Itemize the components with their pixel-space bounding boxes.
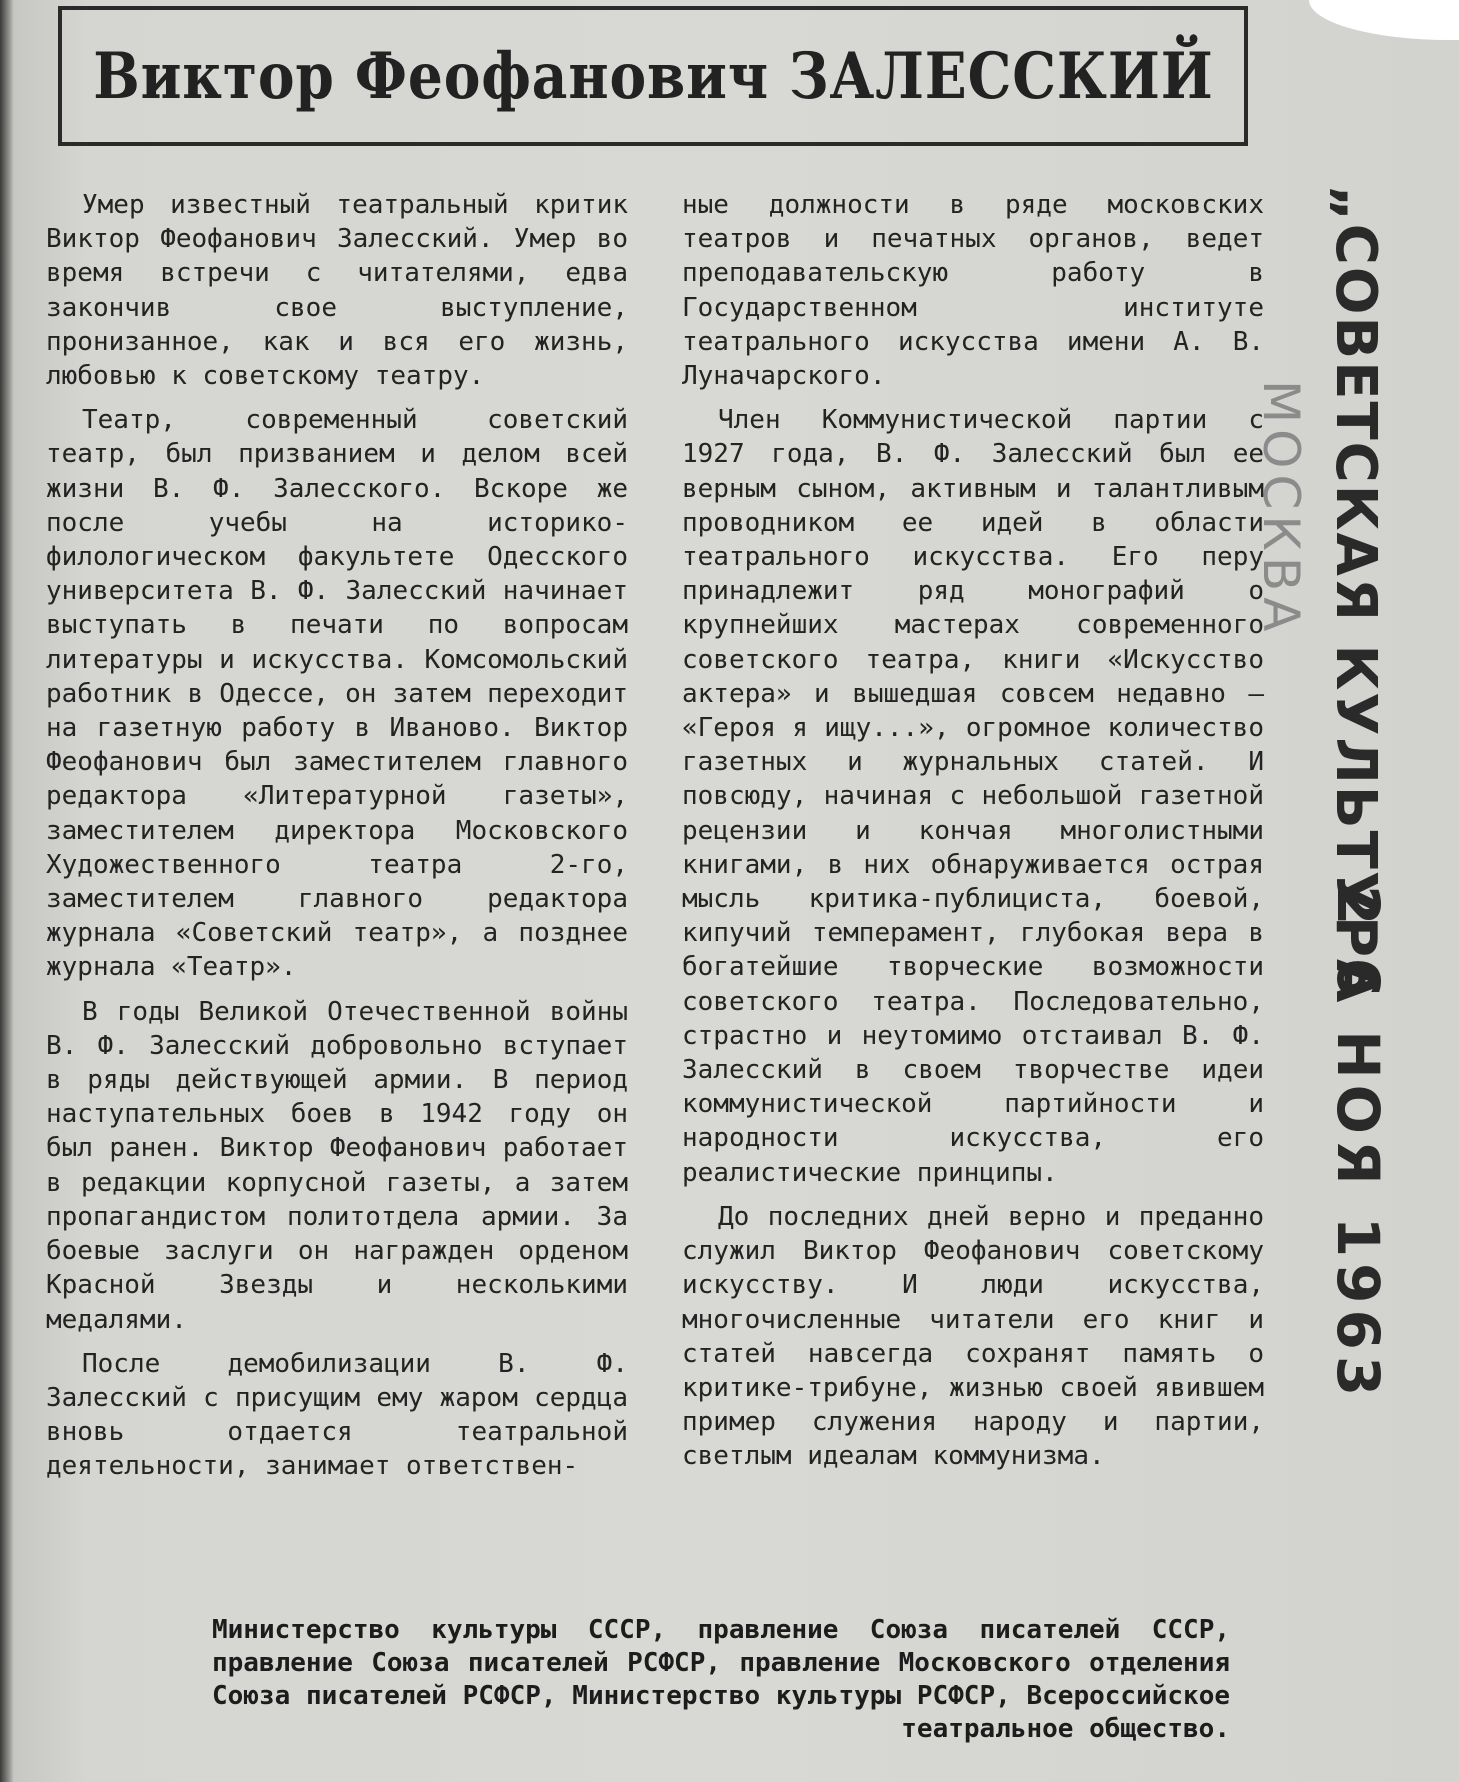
paragraph-continuation: ные должности в ряде московских театров и печатных органов, ведет преподавательскую работу в Государственном институте театрального искусства имени А. В. Луначарского. <box>682 190 1264 392</box>
article-column-right <box>682 188 1264 1484</box>
article-column-left <box>46 188 628 1494</box>
paragraph: До последних дней верно и преданно служил Виктор Феофанович советскому искусству. И люди искусства, многочисленные читатели его книг и статей навсегда сохранят память о критике-трибуне, жизнью своей явившем пример служения народу и партии, светлым идеалам коммунизма. <box>682 1201 1264 1472</box>
stamp-city: МОСКВА <box>1252 380 1310 638</box>
stamp-newspaper-name: „СОВЕТСКАЯ КУЛЬТУРА <box>1323 185 1388 1005</box>
paragraph: В годы Великой Отечественной войны В. Ф. Залесский добровольно вступает в ряды действующей армии. В период наступательных боев в 1942 году он был ранен. Виктор Феофанович работает в редакции корпусной газеты, а затем пропагандистом политотдела армии. За боевые заслуги он награжден орденом Красной Звезды и несколькими медалями. <box>46 996 628 1335</box>
paragraph: Театр, современный советский театр, был призванием и делом всей жизни В. Ф. Залесского. Вскоре же после учебы на историко-филологическом факультете Одесского университета В. Ф. Залесский начинает выступать в печати по вопросам литературы и искусства. Комсомольский работник в Одессе, он затем переходит на газетную работу в Иваново. Виктор Феофанович был заместителем главного редактора «Литературной газеты», заместителем директора Московского Художественного театра 2-го, заместителем главного редактора журнала «Советский театр», а позднее журнала «Театр». <box>46 405 628 983</box>
headline: Виктор Феофанович ЗАЛЕССКИЙ <box>92 38 1214 114</box>
signatories: Министерство культуры СССР, правление Союза писателей СССР, правление Союза писателей РСФСР, правление Московского отделения Союза писателей РСФСР, Министерство культуры РСФСР, Всероссийское театральное общество. <box>212 1615 1230 1744</box>
paragraph: Умер известный театральный критик Виктор Феофанович Залесский. Умер во время встречи с читателями, едва закончив свое выступление, пронизанное, как и вся его жизнь, любовью к советскому театру. <box>46 190 628 392</box>
stamp-date: 2 6 НОЯ 1963 <box>1324 885 1392 1403</box>
headline-frame <box>58 6 1248 146</box>
paragraph: После демобилизации В. Ф. Залесский с присущим ему жаром сердца вновь отдается театральной деятельности, занимает ответствен- <box>46 1348 628 1482</box>
clipping-edge-shadow <box>0 0 14 1782</box>
paragraph: Член Коммунистической партии с 1927 года, В. Ф. Залесский был ее верным сыном, активным и талантливым проводником ее идей в области театрального искусства. Его перу принадлежит ряд монографий о крупнейших мастерах современного советского театра, книги «Искусство актера» и вышедшая совсем недавно — «Героя я ищу...», огромное количество газетных и журнальных статей. И повсюду, начиная с небольшой газетной рецензии и кончая многолистными книгами, в них обнаруживается острая мысль критика-публициста, боевой, кипучий темперамент, глубокая вера в богатейшие творческие возможности советского театра. Последовательно, страстно и неутомимо отстаивал В. Ф. Залесский в своем творчестве идеи коммунистической партийности и народности искусства, его реалистические принципы. <box>682 405 1264 1188</box>
